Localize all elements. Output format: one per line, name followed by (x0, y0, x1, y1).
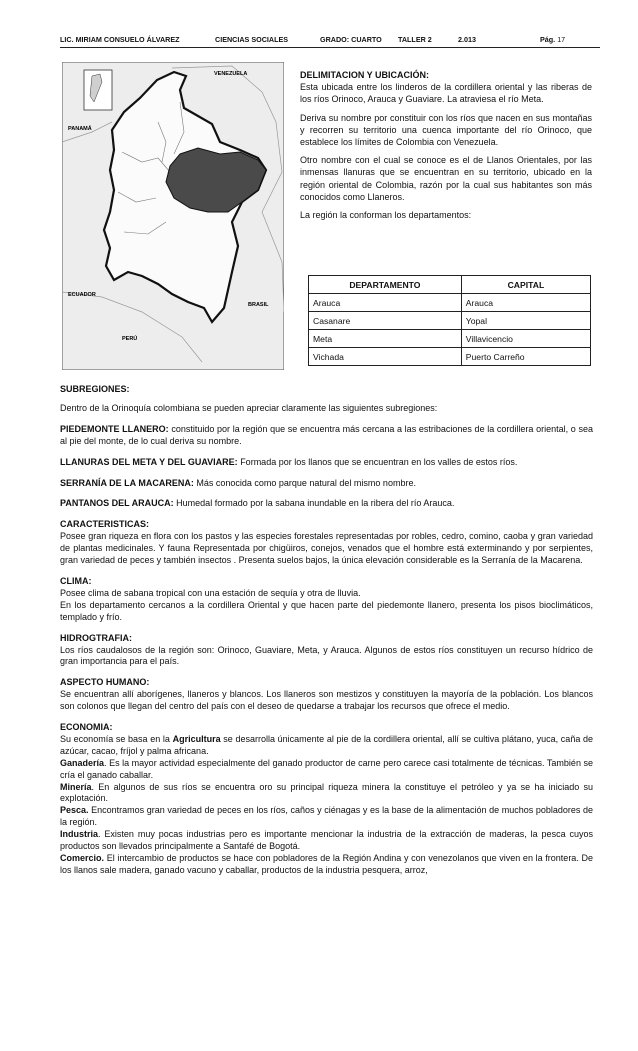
departments-table (308, 275, 591, 366)
table-row (309, 348, 591, 366)
subregion-item (60, 457, 593, 469)
subregiones-heading: SUBREGIONES: (60, 384, 130, 394)
economia-item (60, 829, 593, 853)
caracteristicas-text: Posee gran riqueza en flora con los pastos y las especies forestales representadas por robles, cedro, comino, caoba y gran variedad de plantas medicinales. Y fauna Representada por chigüiros, conejos, venados que el hombre está exterminando y por serpientes, gran variedad de peces y también insectos . Presenta suelos bajos, la única elevación considerable es la Serranía de la Macarena. (60, 531, 593, 566)
table-row (309, 330, 591, 348)
economia-term: Ganadería (60, 757, 105, 768)
map-label-venezuela: VENEZUELA (214, 71, 248, 77)
economia-text: . Es la mayor actividad especialmente del ganado productor de carne pero carece casi totalmente de técnicas. También se cría el ganado caballar. (60, 757, 593, 780)
aspecto-humano-section (60, 677, 593, 713)
subregion-text: Más conocida como parque natural del mismo nombre. (193, 477, 416, 488)
economia-intro-post: se desarrolla únicamente al pie de la cordillera oriental, allí se cultiva plátano, yuca, caña de azúcar, cacao, fríjol y palma africana. (60, 733, 594, 756)
table-cell: Arauca (461, 294, 590, 312)
clima-line-1: Posee clima de sabana tropical con una estación de sequía y otra de lluvia. (60, 587, 361, 598)
economia-intro (60, 734, 593, 758)
main-content (60, 384, 593, 877)
intro-paragraph-4: La región la conforman los departamentos: (300, 210, 472, 221)
caracteristicas-section (60, 519, 593, 567)
subregion-term: LLANURAS DEL META Y DEL GUAVIARE: (60, 456, 238, 467)
table-cell: Villavicencio (461, 330, 590, 348)
map-label-peru: PERÚ (122, 336, 138, 342)
economia-text: . Existen muy pocas industrias pero es importante mencionar la industria de la extracción de maderas, la pesca cuyos productos son llevados principalmente a Santafé de Bogotá. (60, 829, 593, 852)
intro-paragraph-2: Deriva su nombre por constituir con los ríos que nacen en sus montañas y recorren su territorio una cuenca importante del río Orinoco, que establece los límites de Colombia con Venezuela. (300, 112, 592, 148)
header-subject: CIENCIAS SOCIALES (215, 35, 289, 44)
economia-text: El intercambio de productos se hace con pobladores de la Región Andina y con venezolanos que viven en la frontera. De los llanos sale madera, ganado vacuno y caballar, productos de la industria pesquera, arroz, (60, 853, 593, 875)
page-header (60, 33, 600, 48)
map-label-ecuador: ECUADOR (68, 292, 96, 298)
economia-intro-term: Agricultura (172, 733, 221, 744)
table-row (309, 294, 591, 312)
subregion-item (60, 478, 593, 490)
intro-paragraph-3: Otro nombre con el cual se conoce es el de Llanos Orientales, por las inmensas llanuras que se encuentran en su territorio, ubicado en la región oriental de Colombia, razón por la cual sus habitantes son más conocidos como Llaneros. (300, 155, 592, 202)
table-header-department: DEPARTAMENTO (309, 276, 462, 294)
header-year: 2.013 (458, 35, 476, 44)
subregion-term: PANTANOS DEL ARAUCA: (60, 498, 174, 509)
economia-text: . En algunos de sus ríos se encuentra oro su principal riqueza minera la constituye el petróleo y ya se ha iniciado su explotación. (60, 781, 593, 804)
subregion-text: constituido por la región que se encuentra más cercana a las estribaciones de la cordillera oriental, o sea al pie del monte, de lo cual deriva su nombre. (60, 423, 593, 446)
economia-item (60, 853, 593, 877)
hidrografia-section (60, 633, 593, 669)
economia-item (60, 805, 593, 829)
economia-term: Pesca. (60, 805, 89, 816)
intro-section (300, 69, 592, 227)
hidrografia-text: Los ríos caudalosos de la región son: Orinoco, Guaviare, Meta, y Arauca. Algunos de estos ríos constituyen un recurso hídrico de gran importancia para el país. (60, 644, 593, 667)
header-page-label: Pág. (540, 35, 556, 44)
table-cell: Vichada (309, 348, 462, 366)
clima-line-2: En los departamento cercanos a la cordillera Oriental y que hacen parte del piedemonte llanero, presenta los pisos bioclimáticos, templado y frío. (60, 599, 593, 622)
map-label-panama: PANAMÁ (68, 126, 92, 132)
aspecto-humano-heading: ASPECTO HUMANO: (60, 677, 150, 688)
subregion-item (60, 424, 593, 448)
economia-term: Comercio. (60, 853, 105, 863)
clima-heading: CLIMA: (60, 575, 92, 586)
economia-text: Encontramos gran variedad de peces en los ríos, caños y ciénagas y es la base de la alimentación de muchos pobladores de la región. (60, 805, 593, 828)
subregion-text: Humedal formado por la sabana inundable en la ribera del río Arauca. (173, 498, 455, 509)
clima-section (60, 576, 593, 624)
intro-paragraph-1: Esta ubicada entre los linderos de la cordillera oriental y las riberas de los ríos Orinoco, Arauca y Guaviare. La atraviesa el río Meta. (300, 82, 592, 105)
table-header-capital: CAPITAL (461, 276, 590, 294)
economia-term: Industria (60, 829, 99, 840)
table-cell: Yopal (461, 312, 590, 330)
subregiones-intro: Dentro de la Orinoquía colombiana se pueden apreciar claramente las siguientes subregiones: (60, 402, 438, 413)
map-label-brasil: BRASIL (248, 302, 269, 308)
table-cell: Puerto Carreño (461, 348, 590, 366)
economia-intro-pre: Su economía se basa en la (60, 733, 173, 744)
header-page-number: 17 (557, 35, 566, 44)
header-page (540, 35, 565, 44)
economia-section (60, 722, 593, 877)
table-cell: Arauca (309, 294, 462, 312)
table-row (309, 312, 591, 330)
subregion-term: PIEDEMONTE LLANERO: (60, 423, 169, 434)
subregion-term: SERRANÍA DE LA MACARENA: (60, 477, 194, 488)
header-grade: GRADO: CUARTO (320, 35, 382, 44)
economia-heading: ECONOMIA: (60, 722, 113, 733)
caracteristicas-heading: CARACTERISTICAS: (60, 519, 149, 530)
table-cell: Meta (309, 330, 462, 348)
subregion-item (60, 498, 593, 510)
economia-item (60, 782, 593, 806)
aspecto-humano-text: Se encuentran allí aborígenes, llaneros y blancos. Los llaneros son mestizos y constituyen la mayoría de la población. Los blancos son colonos que llegan del centro del país con el deseo de quedarse a trabajar los recursos que ofrece el medio. (60, 689, 593, 712)
intro-heading: DELIMITACION Y UBICACIÓN: (300, 70, 430, 80)
table-header-row (309, 276, 591, 294)
colombia-map (62, 62, 284, 370)
subregion-text: Formada por los llanos que se encuentran en los valles de estos ríos. (237, 456, 518, 467)
hidrografia-heading: HIDROGTRAFIA: (60, 632, 132, 643)
header-author: LIC. MIRIAM CONSUELO ÁLVAREZ (60, 35, 180, 44)
economia-term: Minería (60, 781, 92, 792)
economia-item (60, 758, 593, 782)
header-workshop: TALLER 2 (398, 35, 432, 44)
table-cell: Casanare (309, 312, 462, 330)
